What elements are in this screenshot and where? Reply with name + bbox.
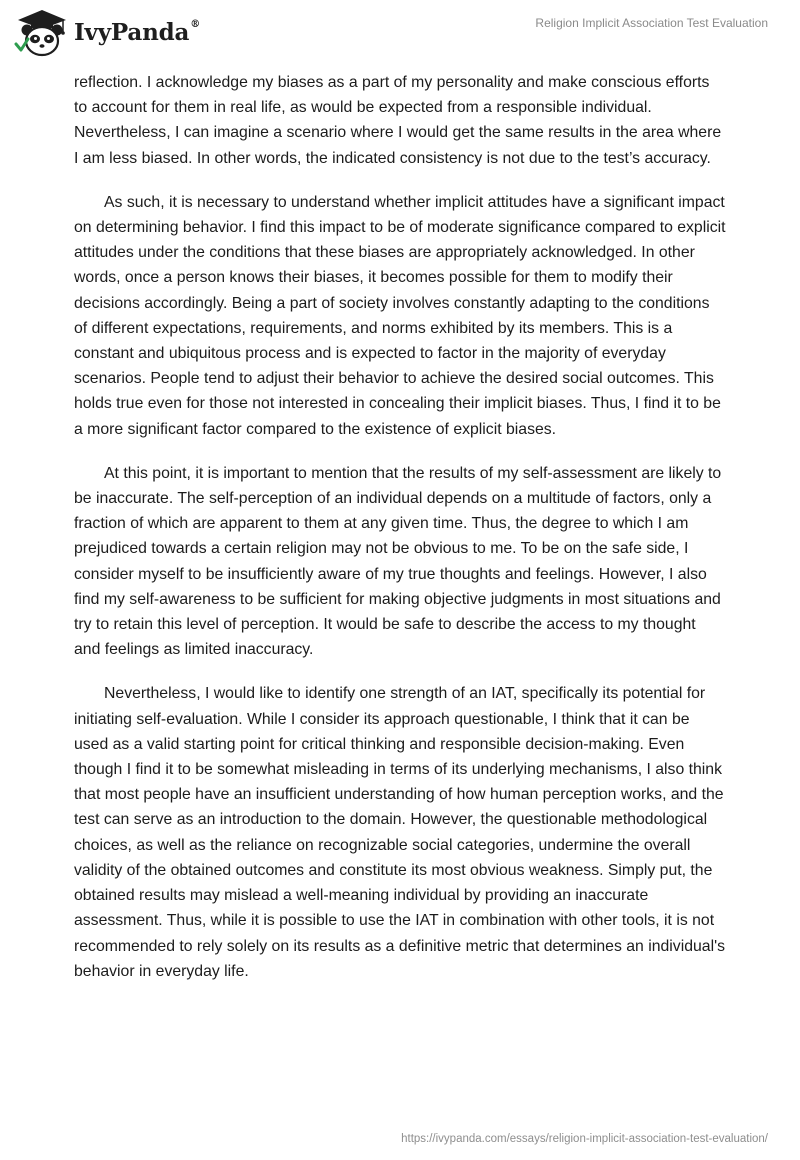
paragraph: As such, it is necessary to understand whether implicit attitudes have a significant impact on determining behavior. I find this impact to be of moderate significance compared to explicit attitudes under the conditions that these biases are appropriately acknowledged. In other words, once a person knows their biases, it becomes possible for them to modify their decisions accordingly. Being a part of society involves constantly adapting to the conditions of different expectations, requirements, and norms exhibited by its members. This is a constant and ubiquitous process and is expected to factor in the majority of everyday scenarios. People tend to adjust their behavior to achieve the desired social outcomes. This holds true even for those not interested in concealing their implicit biases. Thus, I find it to be a more significant factor compared to the existence of explicit biases.	[74, 193, 726, 438]
brand-name: IvyPanda®	[74, 18, 200, 46]
paragraph: Nevertheless, I would like to identify one strength of an IAT, specifically its potential for initiating self-evaluation. While I consider its approach questionable, I think that it can be used as a valid starting point for critical thinking and responsible decision-making. Even though I find it to be somewhat misleading in terms of its underlying mechanisms, I also think that most people have an insufficient understanding of how human perception works, and the test can serve as an introduction to the domain. However, the questionable methodological choices, as well as the reliance on recognizable social categories, undermine the overall validity of the obtained outcomes and constitute its most obvious weakness. Simply put, the obtained results may mislead a well-meaning individual by providing an inaccurate assessment. Thus, while it is possible to use the IAT in combination with other tools, it is not recommended to rely solely on its results as a definitive metric that determines an individual's behavior in everyday life.	[74, 685, 725, 980]
panda-graduate-icon	[14, 8, 70, 58]
brand-registered-mark: ®	[190, 18, 200, 30]
paragraph: reflection. I acknowledge my biases as a part of my personality and make conscious efforts to account for them in real life, as would be expected from a responsible individual. Nevertheless, I can imagine a scenario where I would get the same results in the area where I am less biased. In other words, the indicated consistency is not due to the test’s accuracy.	[74, 74, 722, 167]
paragraph: At this point, it is important to mention that the results of my self-assessment are likely to be inaccurate. The self-perception of an individual depends on a multitude of factors, only a fraction of which are apparent to them at any given time. Thus, the degree to which I am prejudiced towards a certain religion may not be obvious to me. To be on the safe side, I consider myself to be insufficiently aware of my true thoughts and feelings. However, I also find my self-awareness to be sufficient for making objective judgments in most situations and try to retain this level of perception. It would be safe to describe the access to my thought and feelings as limited inaccuracy.	[74, 464, 722, 659]
document-title: Religion Implicit Association Test Evaluation	[535, 16, 768, 30]
source-url[interactable]: https://ivypanda.com/essays/religion-implicit-association-test-evaluation/	[401, 1133, 768, 1145]
page-header	[0, 0, 800, 62]
brand-logo[interactable]	[14, 8, 200, 58]
essay-body	[74, 70, 726, 1003]
